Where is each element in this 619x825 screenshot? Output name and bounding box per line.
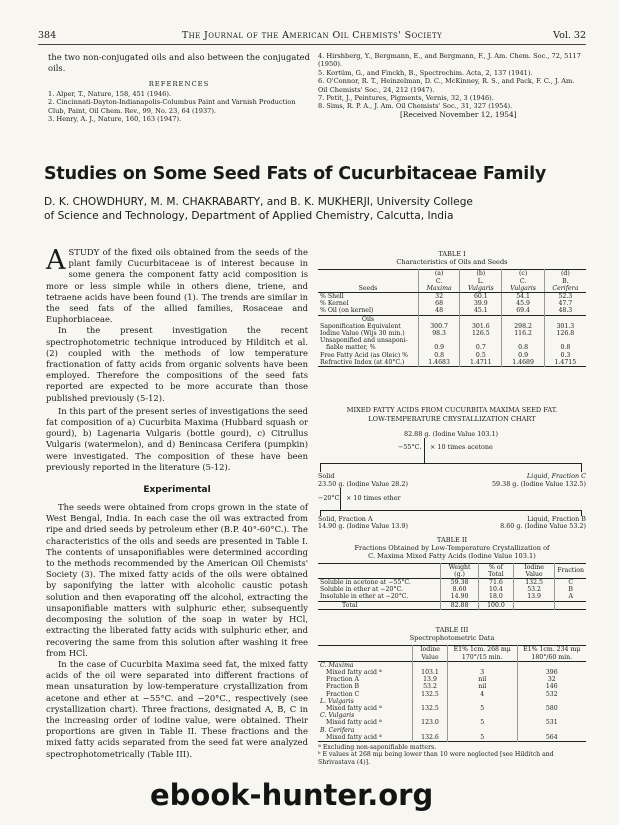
table-2-header: Fraction xyxy=(555,563,586,578)
reference-item: 7. Petit, J., Peintures, Pigments, Vernis, 32, 3 (1946). xyxy=(318,94,494,103)
table-row: Saponification Equivalent 300.7 301.6 298.2 301.3 xyxy=(318,323,586,330)
table-1-header: (d) B. Cerifera xyxy=(544,270,586,293)
chart-liquid-b-label: Liquid, Fraction B xyxy=(527,515,586,523)
table-group-row: C. Vulgaris xyxy=(318,712,586,719)
table-row: Mixed fatty acid ª 132.6 5 564 xyxy=(318,734,586,742)
page-number: 384 xyxy=(38,30,57,41)
table-row: % Shell 32 60.1 54.1 52.3 xyxy=(318,293,586,301)
table-row: Unsaponified and unsaponi- xyxy=(318,337,586,344)
crystallization-chart xyxy=(318,406,586,530)
table-row: Fraction B 53.2 nil 146 xyxy=(318,683,586,690)
intro-paragraph-1: ASTUDY of the fixed oils obtained from the seeds of the plant family Cucurbitaceae is of interest because in some genera the component fatty acid composition is more or less simple while in others diene, triene, and tetraene acids have been found (1). The trends are similar in the seed fats of the allied families, Rosaceae and Euphorbiaceae. xyxy=(46,245,308,325)
chart-connector xyxy=(320,510,582,511)
table-row: Mixed fatty acid ª 132.5 5 580 xyxy=(318,705,586,712)
table-3-header: E1% 1cm. 234 mμ 180°/60 min. xyxy=(517,646,586,661)
table-2-header: % of Total xyxy=(479,563,514,578)
table-3-caption: Spectrophotometric Data xyxy=(409,634,495,643)
table-1-caption: Characteristics of Oils and Seeds xyxy=(396,258,508,267)
chart-liquid-c-label: Liquid, Fraction C xyxy=(526,472,586,480)
reference-item: 1. Alper, T., Nature, 158, 451 (1946). xyxy=(48,90,172,98)
running-header xyxy=(38,30,586,45)
table-1 xyxy=(318,250,586,367)
chart-title-2: LOW-TEMPERATURE CRYSTALLIZATION CHART xyxy=(368,415,536,423)
table-2-caption-1: Fractions Obtained by Low-Temperature Crystallization of xyxy=(354,544,550,553)
table-row: Mixed fatty acid ª 123.0 5 531 xyxy=(318,719,586,726)
references-right xyxy=(318,52,586,111)
chart-step2-solvent: × 10 times ether xyxy=(346,494,401,502)
table-3-footnotes xyxy=(318,744,586,766)
references-heading: REFERENCES xyxy=(148,80,210,88)
table-3-grid xyxy=(318,645,586,742)
reference-item: 5. Kortüm, G., and Finckh, B., Spectrochim. Acta, 2, 137 (1941). xyxy=(318,68,533,77)
table-row: Iodine Value (Wijs 30 min.) 98.3 126.5 116.2 126.8 xyxy=(318,330,586,337)
table-2-label: TABLE II xyxy=(436,536,468,544)
references-left xyxy=(48,90,310,124)
chart-connector xyxy=(581,463,582,472)
experimental-paragraph-1: The seeds were obtained from crops grown in the state of West Bengal, India. In each case the oil was extracted from ripe and dried seeds by petroleum ether (B.P. 40°-60°C.). The characteristics of the oils and seeds are presented in Table I. The contents of unsaponifiables were determined according to the methods recommended by the American Oil Chemists' Society (3). The mixed fatty acids of the oils were obtained by saponifying the latter with alcoholic caustic potash solution and then evaporating off the alcohol, extracting the unsaponifiable matters with sulphuric ether, subsequently decomposing the solution of the soap in water by HCl, extracting the liberated fatty acids with sulphuric ether, and recovering the same from this solution after washing it free from HCl. xyxy=(46,502,308,658)
chart-start-amount: 82.88 g. (Iodine Value 103.1) xyxy=(404,430,499,438)
table-row: Fraction C 132.5 4 532 xyxy=(318,691,586,698)
article-title: Studies on Some Seed Fats of Cucurbitaceae Family xyxy=(44,164,547,184)
watermark: ebook-hunter.org xyxy=(150,778,434,812)
chart-connector xyxy=(424,438,425,463)
table-row: Mixed fatty acid ª 103.1 3 396 xyxy=(318,669,586,676)
chart-connector xyxy=(320,463,321,472)
table-row: Soluble in ether at −20°C. 8.60 10.4 53.2 B xyxy=(318,586,586,593)
table-1-header: (b) L. Vulgaris xyxy=(460,270,502,293)
table-total-row: Total 82.88 100.0 xyxy=(318,601,586,609)
reference-item: 2. Cincinnati-Dayton-Indianapolis-Columbus Paint and Varnish Production Club, Paint, Oil Chem. Rev., 99, No. 23, 64 (1937). xyxy=(48,98,296,115)
table-row: Soluble in acetone at −55°C. 59.38 71.6 132.5 C xyxy=(318,579,586,587)
table-2-header: Iodine Value xyxy=(513,563,555,578)
reference-item: 8. Sims, R. P. A., J. Am. Oil Chemists' Soc., 31, 327 (1954). xyxy=(318,102,513,111)
table-1-label: TABLE I xyxy=(438,250,466,258)
table-2-header: Weight (g.) xyxy=(441,563,479,578)
affiliation-line: of Science and Technology, Department of Applied Chemistry, Calcutta, India xyxy=(44,209,454,222)
chart-solid-label: Solid xyxy=(318,472,335,480)
received-date: [Received November 12, 1954] xyxy=(400,110,517,119)
chart-solid-a-value: 14.90 g. (Iodine Value 13.9) xyxy=(318,522,408,530)
drop-cap: A xyxy=(46,245,66,276)
article-authors xyxy=(44,196,604,223)
table-row: Oils xyxy=(318,315,586,323)
chart-step1-temp: −55°C. xyxy=(398,443,422,451)
table-group-row: L. Vulgaris xyxy=(318,698,586,705)
chart-step1-solvent: × 10 times acetone xyxy=(430,443,493,451)
authors-line: D. K. CHOWDHURY, M. M. CHAKRABARTY, and B. K. MUKHERJI, University College xyxy=(44,196,473,208)
table-1-header: (a) C. Maxima xyxy=(419,270,460,293)
volume-label: Vol. 32 xyxy=(553,30,586,41)
table-1-grid xyxy=(318,269,586,367)
reference-item: 4. Hirshberg, Y., Bergmann, E., and Bergmann, F., J. Am. Chem. Soc., 72, 5117 (1950). xyxy=(318,52,581,69)
intro-paragraph-3: In this part of the present series of investigations the seed fat composition of a) Cucurbita Maxima (Hubbard squash or gourd), b) Lagenaria Vulgaris (bottle gourd), c) Citrullus Vulgaris (watermelon), and d) Benincasa Cerifera (pumpkin) were investigated. The composition of these have been previously reported in the literature (5-12). xyxy=(46,405,308,472)
chart-solid-a-label: Solid, Fraction A xyxy=(318,515,373,523)
table-row: Fraction A 13.9 nil 32 xyxy=(318,676,586,683)
table-group-row: B. Cerifera xyxy=(318,727,586,734)
table-row: fiable matter, % 0.9 0.7 0.8 0.8 xyxy=(318,344,586,351)
table-3-header: E1% 1cm. 268 mμ 170°/15 min. xyxy=(448,646,518,661)
table-row: Refractive Index (at 40°C.) 1.4683 1.4711 1.4689 1.4715 xyxy=(318,359,586,367)
journal-name: The Journal of the American Oil Chemists' Society xyxy=(181,30,443,41)
chart-step2-temp: −20°C. xyxy=(318,494,342,502)
chart-liquid-b-value: 8.60 g. (Iodine Value 53.2) xyxy=(500,522,586,530)
table-1-header: (c) C. Vulgaris xyxy=(502,270,544,293)
chart-title-1: MIXED FATTY ACIDS FROM CUCURBITA MAXIMA SEED FAT. xyxy=(346,406,558,414)
table-3 xyxy=(318,626,586,766)
table-1-header: Seeds xyxy=(318,270,419,293)
table-3-label: TABLE III xyxy=(435,626,469,634)
chart-connector xyxy=(320,463,582,464)
table-2-grid xyxy=(318,563,586,610)
reference-item: 3. Henry, A. J., Nature, 160, 163 (1947). xyxy=(48,115,182,124)
footnote: ᵇ E values at 268 mμ being lower than 10 were neglected [see Hilditch and Shrivastava (4)]. xyxy=(318,751,554,766)
table-row: Free Fatty Acid (as Oleic) % 0.8 0.5 0.9 0.3 xyxy=(318,352,586,359)
reference-item: 6. O'Connor, R. T., Heinzelman, D. C., McKinney, R. S., and Pack, F. C., J. Am. Oil Chemists' Soc., 24, 212 (1947). xyxy=(318,77,575,94)
chart-solid-value: 23.50 g. (Iodine Value 28.2) xyxy=(318,480,408,488)
section-heading-experimental: Experimental xyxy=(143,485,211,496)
table-3-header: Iodine Value xyxy=(413,646,448,661)
chart-liquid-c-value: 59.38 g. (Iodine Value 132.5) xyxy=(491,480,586,488)
intro-paragraph-2: In the present investigation the recent spectrophotometric technique introduced by Hilditch et al. (2) coupled with the methods of low temperature fractionation of fatty acids from organic solvents have been employed. Therefore the compositions of the seed fats reported are expected to be more accurate than those published previously (5-12). xyxy=(46,325,308,403)
left-column xyxy=(46,247,308,760)
prev-article-ending: the two non-conjugated oils and also between the conjugated oils. xyxy=(48,52,310,74)
table-row: % Kernel 68 39.9 45.9 47.7 xyxy=(318,300,586,307)
table-group-row: C. Maxima xyxy=(318,661,586,669)
experimental-paragraph-2: In the case of Cucurbita Maxima seed fat, the mixed fatty acids of the oil were separated into different fractions of mean unsaturation by low-temperature crystallization from acetone and ether at −55°C. and −20°C., respectively (see crystallization chart). Three fractions, designated A, B, C in the increasing order of iodine value, were obtained. Their proportions are given in Table II. These fractions and the mixed fatty acids separated from the seed fat were analyzed spectrophotometrically (Table III). xyxy=(46,658,308,759)
footnote: ª Excluding non-saponifiable matters. xyxy=(318,744,437,752)
table-2-caption-2: C. Maxima Mixed Fatty Acids (Iodine Value 103.1) xyxy=(368,552,536,561)
table-2 xyxy=(318,536,586,610)
table-row: Insoluble in ether at −20°C. 14.90 18.0 13.9 A xyxy=(318,593,586,601)
table-row: % Oil (on kernel) 48 45.1 69.4 48.3 xyxy=(318,307,586,315)
